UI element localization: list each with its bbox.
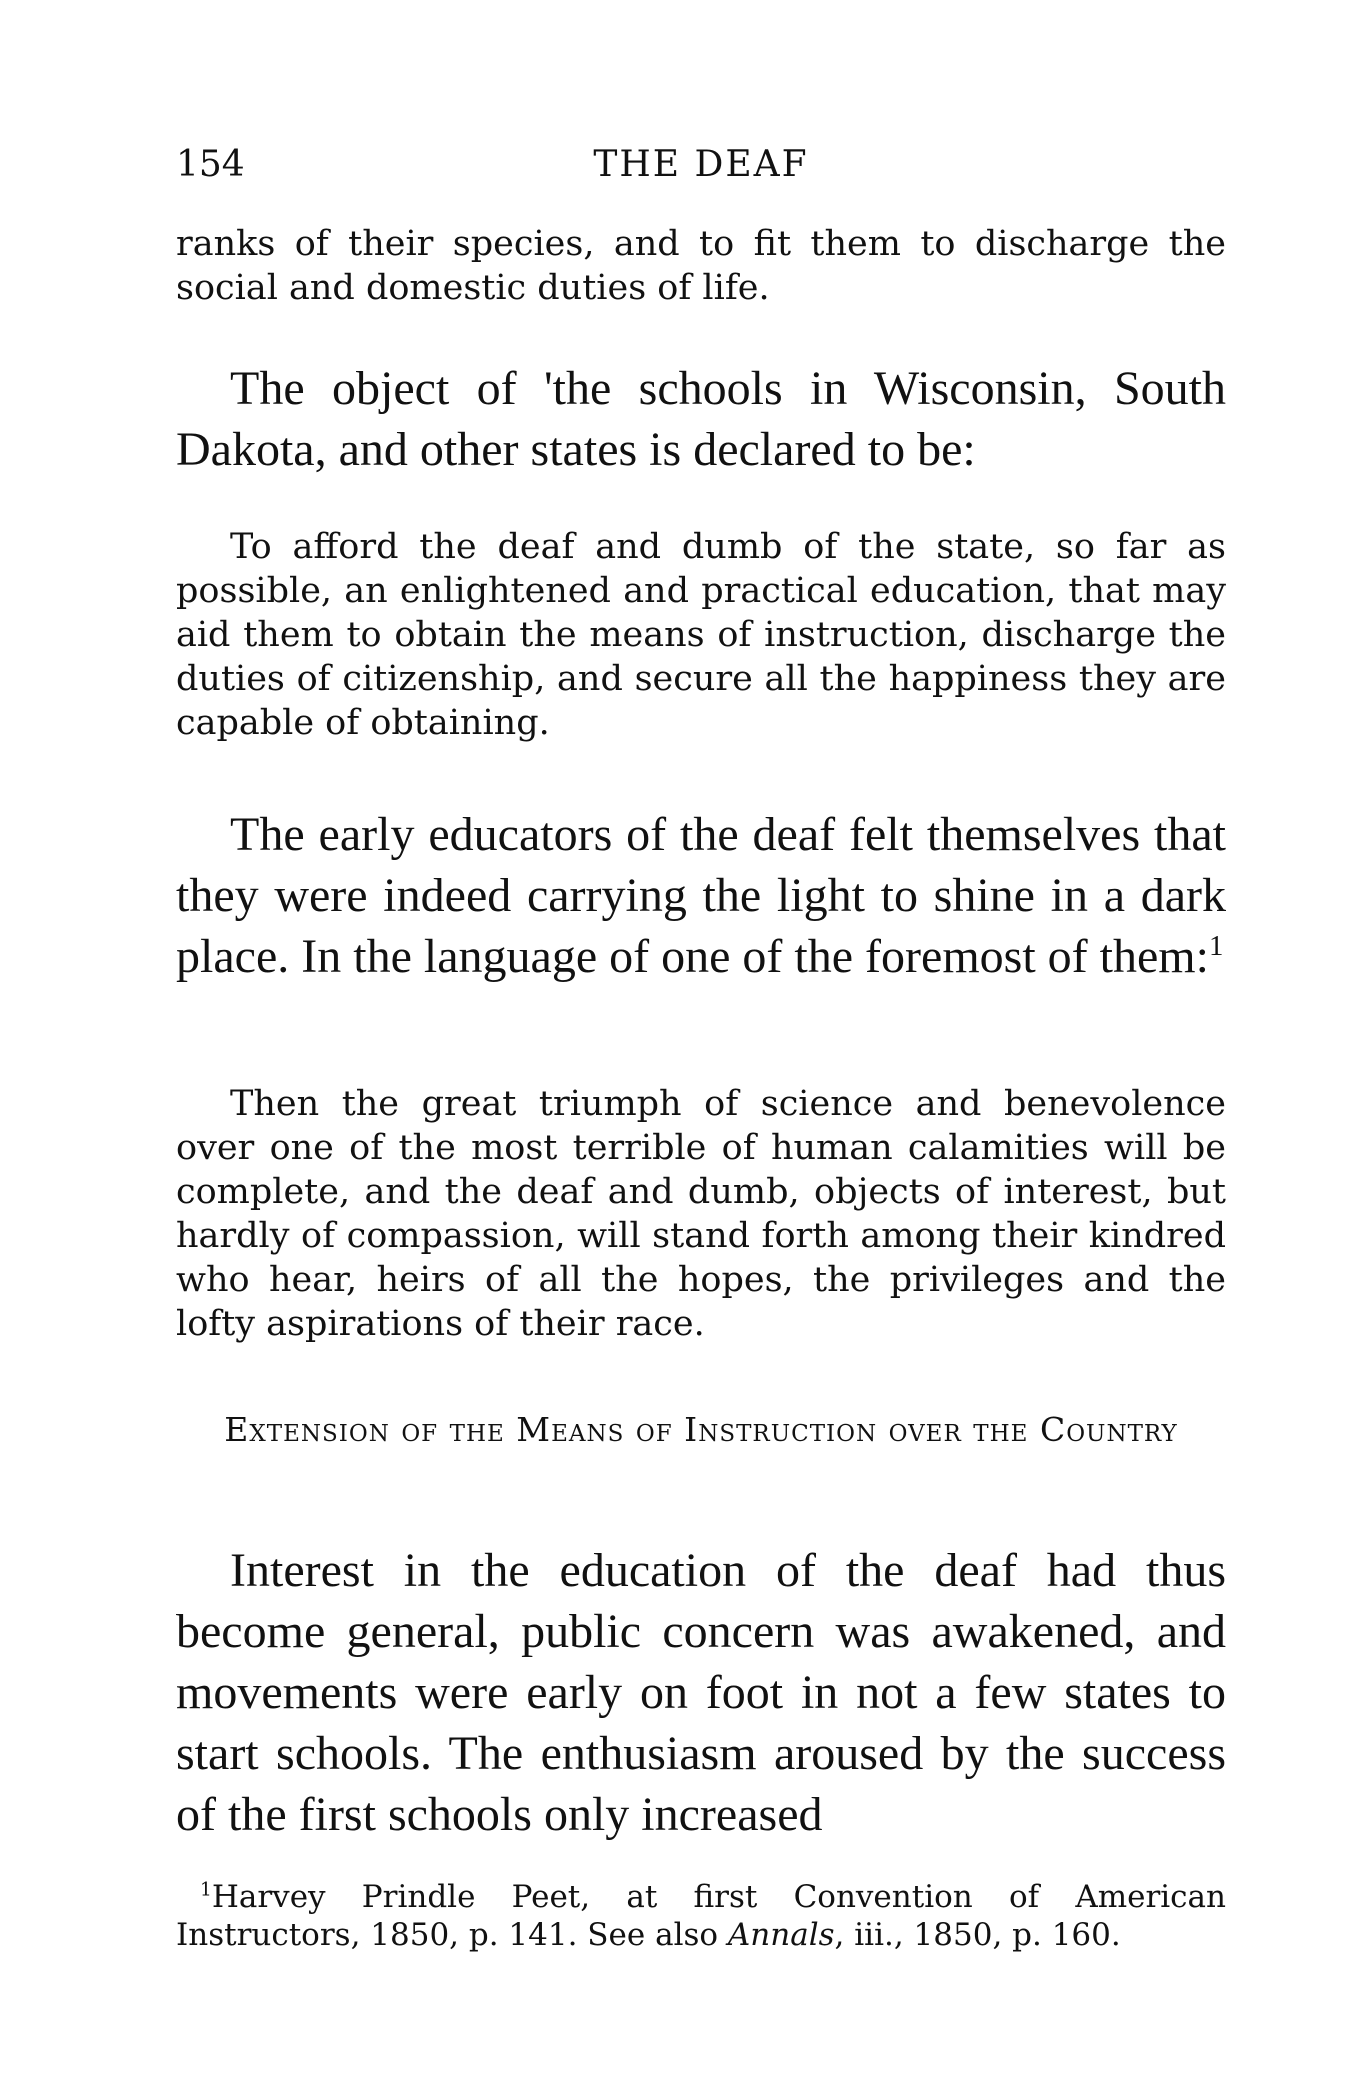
footnote xyxy=(176,1878,1226,1954)
section-heading: Extension of the Means of Instruction over the Country xyxy=(224,1410,1178,1449)
footnote-reference: 1 xyxy=(1208,930,1224,962)
running-title: THE DEAF xyxy=(593,144,809,185)
block-quote-peet: Then the great triumph of science and benevolence over one of the most terrible of human calamities will be complete, and the deaf and dumb, objects of interest, but hardly of compassion, will stand forth among their kindred who hear, heirs of all the hopes, the privileges and the lofty aspirations of their race. xyxy=(176,1084,1226,1344)
page-number: 154 xyxy=(176,144,245,185)
page-header xyxy=(176,140,1226,190)
paragraph-interest: Interest in the education of the deaf had thus become general, public concern was awakened, and movements were early on foot in not a few states to start schools. The enthusiasm aroused by the success of the first schools only increased xyxy=(176,1544,1226,1841)
paragraph-schools-object: The object of 'the schools in Wisconsin, South Dakota, and other states is declared to be: xyxy=(176,362,1226,476)
paragraph-continuation: ranks of their species, and to fit them to discharge the social and domestic duties of life. xyxy=(176,224,1226,308)
footnote-text: Harvey Prindle Peet, at first Convention of American Instructors, 1850, p. 141. See also xyxy=(176,1879,1226,1953)
footnote-marker: 1 xyxy=(200,1879,212,1901)
block-quote-wisconsin: To afford the deaf and dumb of the state, so far as possible, an enlightened and practical education, that may aid them to obtain the means of instruction, discharge the duties of citizenship, and secure all the happiness they are capable of obtaining. xyxy=(176,527,1226,743)
footnote-italic-title: Annals xyxy=(727,1917,835,1953)
footnote-citation: , iii., 1850, p. 160. xyxy=(834,1917,1121,1953)
paragraph-early-educators-text: The early educators of the deaf felt themselves that they were indeed carrying the light to shine in a dark place. In the language of one of the foremost of them: xyxy=(176,808,1226,983)
paragraph-early-educators xyxy=(176,804,1226,987)
